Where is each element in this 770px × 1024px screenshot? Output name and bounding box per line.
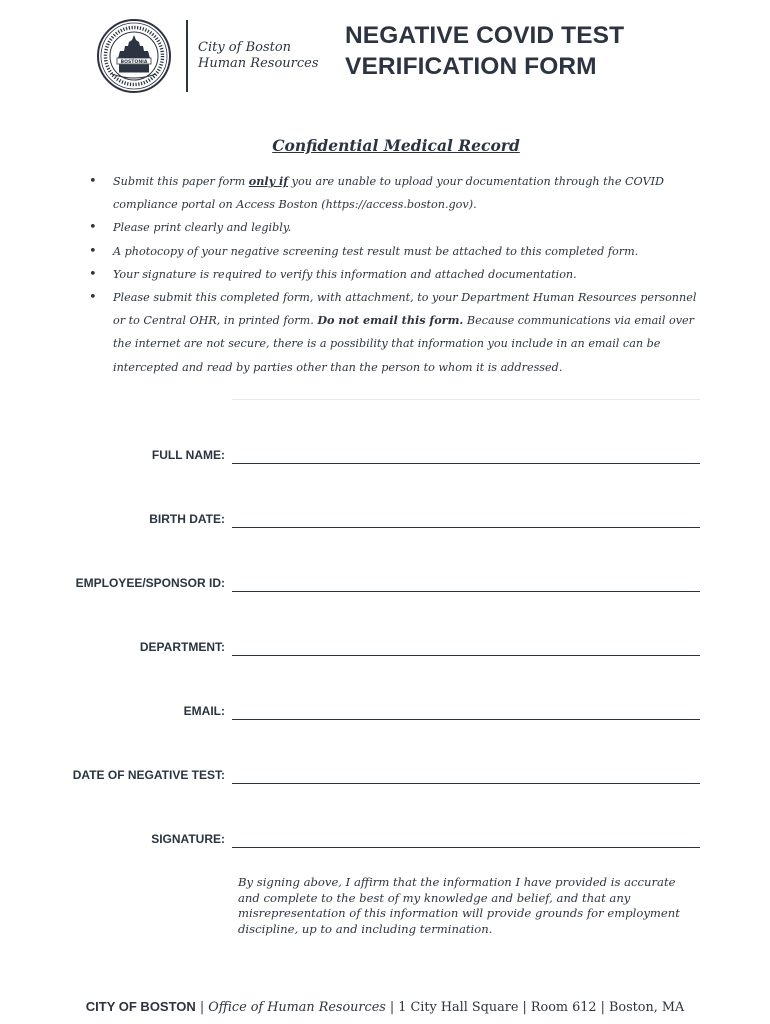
instruction-item: • Please print clearly and legibly. [88,216,708,239]
footer [0,999,770,1015]
bullet-icon: • [89,290,97,306]
form-title-line1: NEGATIVE COVID TEST [345,22,625,49]
department-city: City of Boston [198,40,292,55]
department-name [198,40,319,72]
instructions-list [88,170,708,379]
form-title-line2: VERIFICATION FORM [345,53,597,80]
employee-id-label: EMPLOYEE/SPONSOR ID: [75,576,225,590]
department-unit: Human Resources [198,56,319,71]
birth-date-label: BIRTH DATE: [149,512,225,526]
department-label: DEPARTMENT: [139,640,225,654]
signature-field[interactable] [232,847,700,848]
affirmation-text: By signing above, I affirm that the information I have provided is accurate and complete to the best of my knowledge and belief, and that any misrepresentation of this information will provide grounds for employment discipline, up to and including termination. [238,875,680,936]
signature-label: SIGNATURE: [151,832,225,846]
full-name-field[interactable] [232,463,700,464]
city-seal-logo [96,18,172,94]
test-date-field[interactable] [232,783,700,784]
header-divider [186,20,188,92]
form-subtitle: Confidential Medical Record [272,136,520,155]
test-date-label: DATE OF NEGATIVE TEST: [72,768,225,782]
department-field[interactable] [232,655,700,656]
email-field[interactable] [232,719,700,720]
form-title [345,20,624,82]
footer-address: | 1 City Hall Square | Room 612 | Boston, MA [385,1000,685,1015]
instruction-item: • Submit this paper form only if you are unable to upload your documentation through the COVID compliance portal on Access Boston (https://access.boston.gov). [88,170,708,216]
bullet-icon: • [89,266,97,282]
full-name-label: FULL NAME: [151,448,225,462]
email-label: EMAIL: [183,704,225,718]
footer-separator: | [195,1000,209,1015]
footer-city: CITY OF BOSTON [85,999,196,1014]
svg-text:BOSTONIA: BOSTONIA [120,59,148,65]
birth-date-field[interactable] [232,527,700,528]
bullet-icon: • [89,174,97,189]
bullet-icon: • [89,243,97,259]
instruction-item: • Please submit this completed form, with attachment, to your Department Human Resources personnel or to Central OHR, in printed form. Do not email this form. Because communications via email over the internet are not secure, there is a possibility that information you include in an email can be intercepted and read by parties other than the person to whom it is addressed. [88,286,708,379]
bullet-icon: • [89,220,97,236]
section-divider [232,399,700,400]
employee-id-field[interactable] [232,591,700,592]
instruction-item: • A photocopy of your negative screening test result must be attached to this completed form. [88,240,708,263]
instruction-item: • Your signature is required to verify this information and attached documentation. [88,263,708,286]
footer-office: Office of Human Resources [208,1000,386,1015]
